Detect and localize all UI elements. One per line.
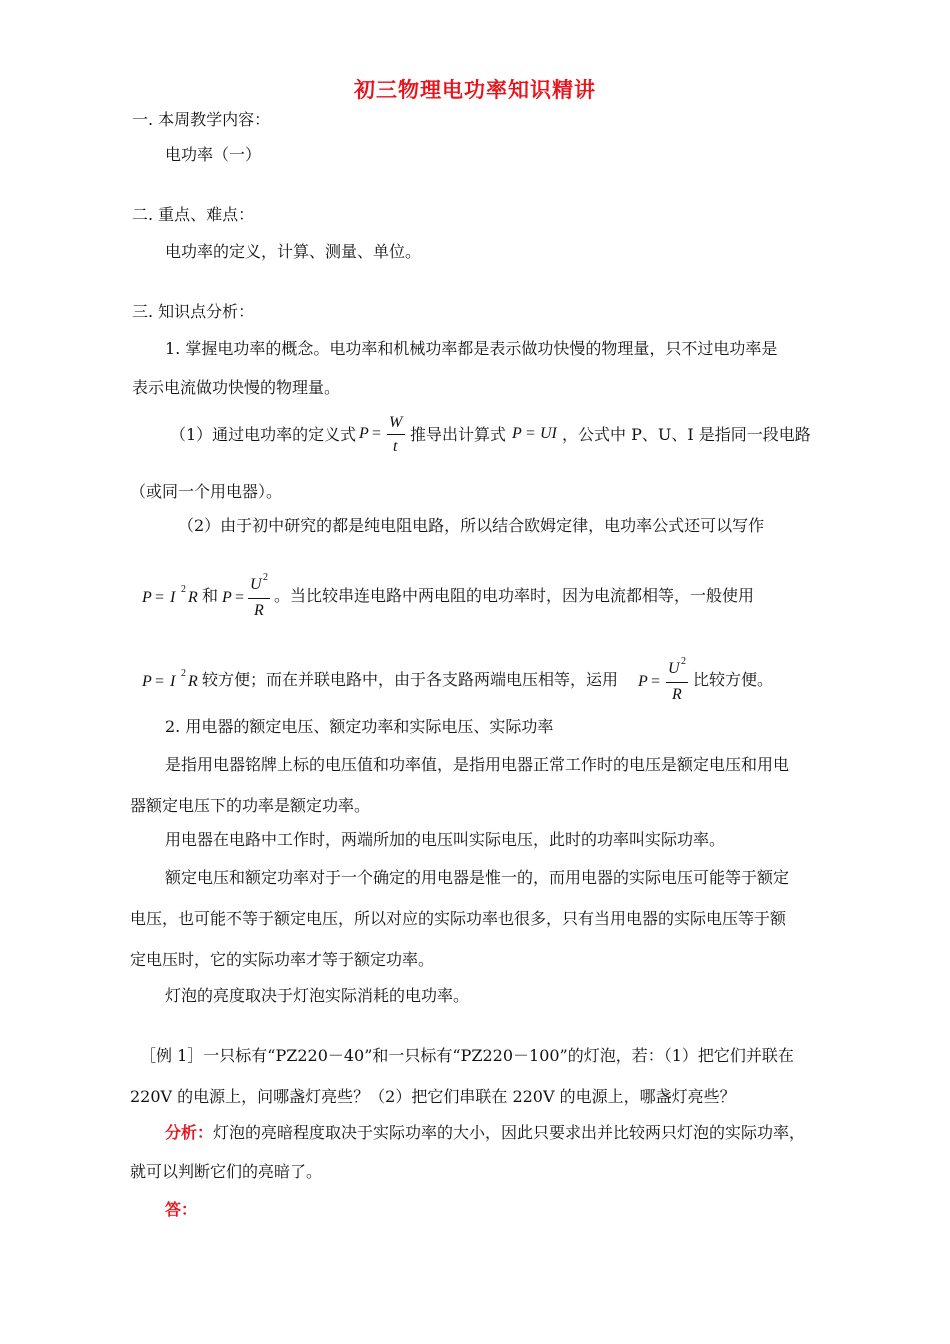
formula-symbol-u: U xyxy=(250,576,262,593)
formula-symbol-p: P xyxy=(222,589,232,606)
analysis-line-2: 就可以判断它们的亮暗了。 xyxy=(130,1162,323,1181)
analysis-line-1 xyxy=(165,1123,805,1143)
concept-paragraph-line-2: 表示电流做功快慢的物理量。 xyxy=(132,378,341,397)
fraction-bar xyxy=(387,434,405,435)
formula-symbol-i: I xyxy=(170,589,176,606)
example-1-line-1: ［例 1］一只标有“PZ220－40”和一只标有“PZ220－100”的灯泡，若：（1）把它们并联在 xyxy=(140,1046,794,1065)
formula-symbol-p: P xyxy=(142,673,152,690)
uniqueness-line-1: 额定电压和额定功率对于一个确定的用电器是惟一的，而用电器的实际电压可能等于额定 xyxy=(165,868,790,887)
formula-symbol-u: U xyxy=(668,660,680,677)
formula-equals: = xyxy=(155,589,165,606)
section-3-heading: 三. 知识点分析： xyxy=(132,302,255,321)
formula-exponent-2: 2 xyxy=(263,572,268,583)
answer-label: 答： xyxy=(165,1200,198,1219)
formula-symbol-r: R xyxy=(188,589,198,606)
formula-exponent-2: 2 xyxy=(181,668,186,679)
series-comparison-text: 。当比较串连电路中两电阻的电功率时，因为电流都相等，一般使用 xyxy=(274,586,755,605)
formula-equals: = xyxy=(155,673,165,690)
section-2-heading: 二. 重点、难点： xyxy=(132,205,255,224)
formula-symbol-p: P xyxy=(512,425,522,442)
formula-equals: = xyxy=(235,589,245,606)
definition-text-b: 推导出计算式 xyxy=(410,425,507,444)
uniqueness-line-2: 电压，也可能不等于额定电压，所以对应的实际功率也很多，只有当用电器的实际电压等于额 xyxy=(130,909,787,928)
section-2-content: 电功率的定义，计算、测量、单位。 xyxy=(165,242,422,261)
parallel-comparison-text: 较方便；而在并联电路中，由于各支路两端电压相等，运用 xyxy=(202,670,619,689)
formula-exponent-2: 2 xyxy=(681,656,686,667)
and-text: 和 xyxy=(202,586,219,605)
analysis-text: 灯泡的亮暗程度取决于实际功率的大小，因此只要求出并比较两只灯泡的实际功率， xyxy=(213,1123,806,1142)
formula-exponent-2: 2 xyxy=(181,584,186,595)
rated-values-heading: 2. 用电器的额定电压、额定功率和实际电压、实际功率 xyxy=(165,717,554,736)
fraction-bar xyxy=(248,598,270,599)
formula-equals: = xyxy=(372,425,382,442)
formula-symbol-w: W xyxy=(389,414,403,431)
formula-symbol-p: P xyxy=(142,589,152,606)
rated-values-line-2: 器额定电压下的功率是额定功率。 xyxy=(130,796,371,815)
definition-text-a: （1）通过电功率的定义式 xyxy=(170,425,357,444)
formula-symbol-r: R xyxy=(254,602,264,619)
formula-symbol-r: R xyxy=(188,673,198,690)
concept-paragraph-line-1: 1. 掌握电功率的概念。电功率和机械功率都是表示做功快慢的物理量，只不过电功率是 xyxy=(165,339,778,358)
uniqueness-line-3: 定电压时，它的实际功率才等于额定功率。 xyxy=(130,950,435,969)
formula-symbol-i: I xyxy=(170,673,176,690)
formula-equals: = xyxy=(526,425,536,442)
actual-values-paragraph: 用电器在电路中工作时，两端所加的电压叫实际电压，此时的功率叫实际功率。 xyxy=(165,830,726,849)
definition-text-c: ，公式中 P、U、I 是指同一段电路 xyxy=(562,425,811,444)
parallel-comparison-end: 比较方便。 xyxy=(693,670,774,689)
formula-equals: = xyxy=(651,673,661,690)
page-title: 初三物理电功率知识精讲 xyxy=(354,77,596,102)
formula-symbol-p: P xyxy=(638,673,648,690)
rated-values-line-1: 是指用电器铭牌上标的电压值和功率值，是指用电器正常工作时的电压是额定电压和用电 xyxy=(165,755,790,774)
definition-text-line-2: （或同一个用电器）。 xyxy=(130,482,283,501)
section-1-content: 电功率（一） xyxy=(165,145,262,164)
analysis-label: 分析： xyxy=(165,1123,214,1142)
pure-resistor-paragraph: （2）由于初中研究的都是纯电阻电路，所以结合欧姆定律，电功率公式还可以写作 xyxy=(178,516,765,535)
formula-symbol-ui: UI xyxy=(540,425,557,442)
section-1-heading: 一. 本周教学内容： xyxy=(132,110,271,129)
formula-symbol-p: P xyxy=(359,425,369,442)
formula-symbol-t: t xyxy=(393,438,398,455)
fraction-bar xyxy=(666,682,688,683)
brightness-paragraph: 灯泡的亮度取决于灯泡实际消耗的电功率。 xyxy=(165,986,470,1005)
example-1-line-2: 220V 的电源上，问哪盏灯亮些？（2）把它们串联在 220V 的电源上，哪盏灯亮些？ xyxy=(130,1087,736,1106)
formula-symbol-r: R xyxy=(672,686,682,703)
